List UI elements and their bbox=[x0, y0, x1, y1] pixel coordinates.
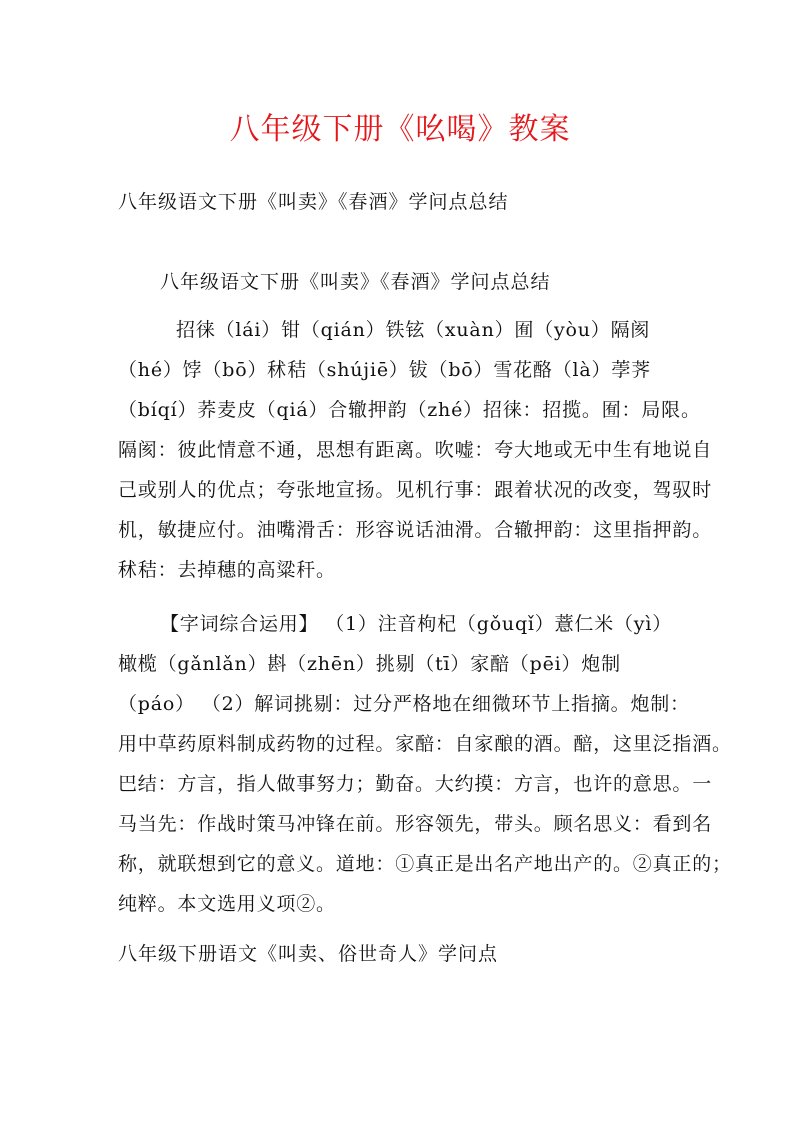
paragraph-line: 己或别人的优点；夸张地宣扬。见机行事：跟着状况的改变，驾驭时 bbox=[118, 479, 713, 501]
section-heading: 八年级语文下册《叫卖》《春酒》学问点总结 bbox=[118, 191, 509, 213]
paragraph-line: （hé）饽（bō）秫秸（shújiē）钹（bō）雪花酪（là）荸荠 bbox=[118, 359, 651, 381]
paragraph-line: 【字词综合运用】 （1）注音枸杞（gǒuqǐ）薏仁米（yì） bbox=[160, 613, 673, 635]
paragraph-line: （páo） （2）解词挑剔：过分严格地在细微环节上指摘。炮制： bbox=[118, 693, 690, 715]
paragraph-line: 隔阂：彼此情意不通，思想有距离。吹嘘：夸大地或无中生有地说自 bbox=[118, 439, 713, 461]
paragraph-line: 秫秸：去掉穗的高粱秆。 bbox=[118, 559, 336, 581]
paragraph-line: （bíqí）荞麦皮（qiá）合辙押韵（zhé）招徕：招揽。囿：局限。 bbox=[118, 399, 701, 421]
paragraph-line: 称，就联想到它的意义。道地：①真正是出名产地出产的。②真正的； bbox=[118, 853, 732, 875]
subsection-heading: 八年级语文下册《叫卖》《春酒》学问点总结 bbox=[160, 271, 551, 293]
paragraph-line: 巴结：方言，指人做事努力；勤奋。大约摸：方言，也许的意思。一 bbox=[118, 773, 713, 795]
paragraph-line: 招徕（lái）钳（qián）铁铉（xuàn）囿（yòu）隔阂 bbox=[176, 319, 651, 341]
section-heading-2: 八年级下册语文《叫卖、俗世奇人》学问点 bbox=[118, 943, 499, 965]
paragraph-line: 纯粹。本文选用义项②。 bbox=[118, 893, 336, 915]
paragraph-line: 用中草药原料制成药物的过程。家醅：自家酿的酒。醅，这里泛指酒。 bbox=[118, 733, 732, 755]
paragraph-line: 橄榄（gǎnlǎn）斟（zhēn）挑剔（tī）家醅（pēi）炮制 bbox=[118, 653, 621, 675]
document-title: 八年级下册《吆喝》教案 bbox=[229, 112, 571, 147]
paragraph-line: 马当先：作战时策马冲锋在前。形容领先，带头。顾名思义：看到名 bbox=[118, 813, 713, 835]
vocabulary-paragraph bbox=[118, 310, 713, 590]
word-usage-paragraph bbox=[118, 604, 732, 924]
paragraph-line: 机，敏捷应付。油嘴滑舌：形容说话油滑。合辙押韵：这里指押韵。 bbox=[118, 519, 713, 541]
